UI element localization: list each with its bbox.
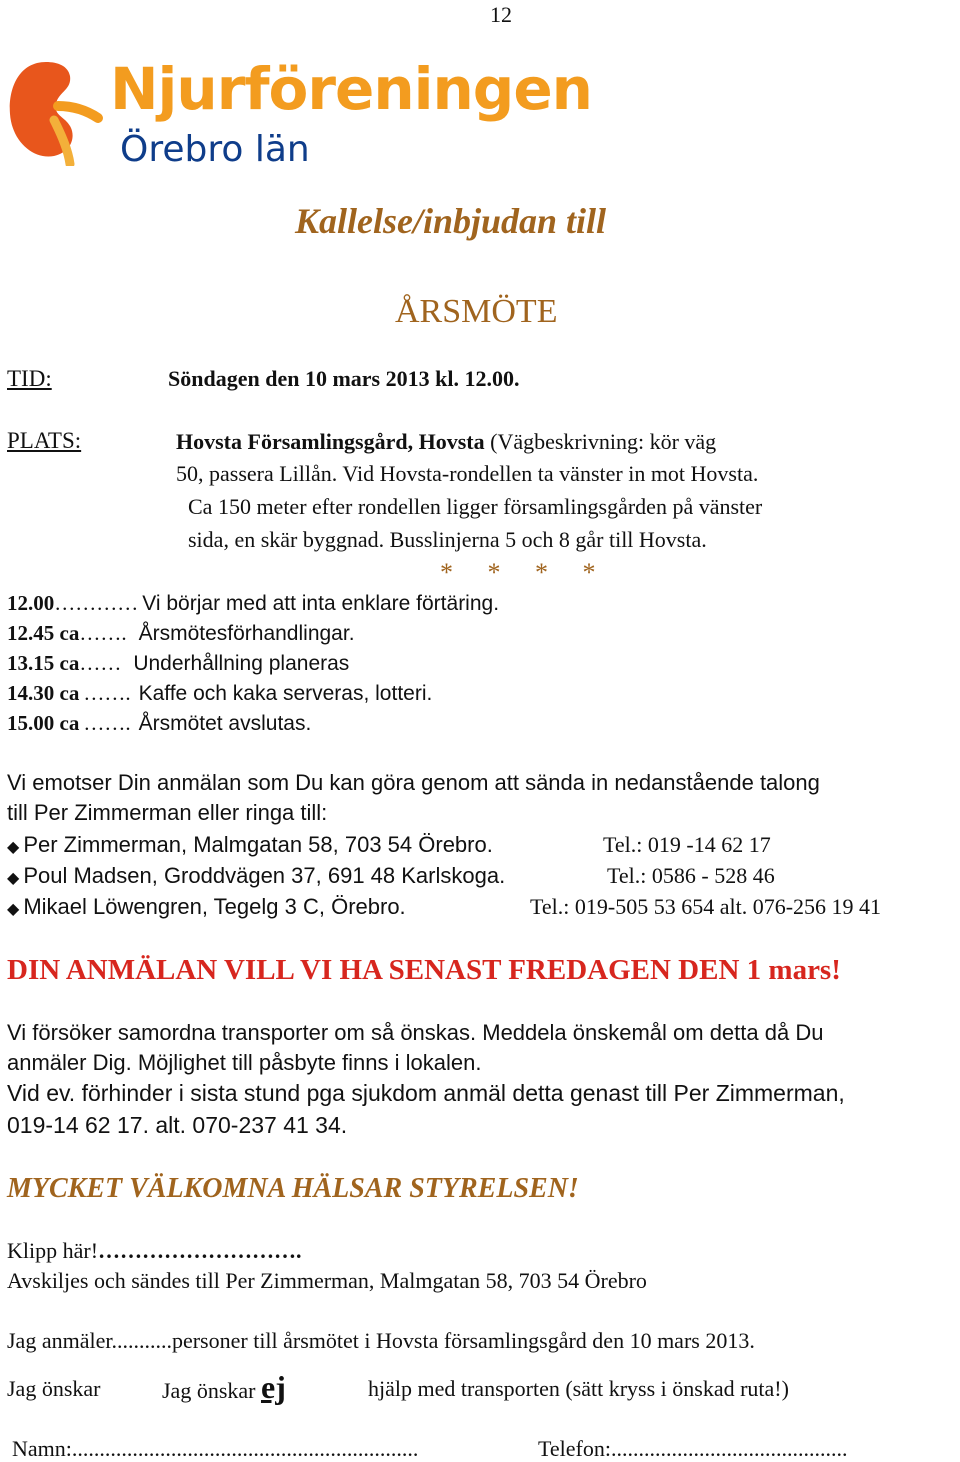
- transport-not-want-option[interactable]: [162, 1369, 286, 1406]
- transport-want-label[interactable]: Jag önskar: [7, 1376, 101, 1401]
- diamond-bullet-icon: ◆: [7, 839, 20, 856]
- schedule-time: 14.30 ca: [7, 681, 80, 705]
- kidney-icon: [6, 56, 106, 166]
- schedule-text: Kaffe och kaka serveras, lotteri.: [138, 682, 433, 705]
- place-label: PLATS:: [7, 428, 82, 453]
- place-line-1: [176, 429, 716, 455]
- schedule-row-4: [7, 681, 432, 706]
- place-line-3: Ca 150 meter efter rondellen ligger församlingsgården på vänster: [188, 494, 763, 519]
- schedule-row-5: [7, 711, 311, 736]
- contact-name: Mikael Löwengren, Tegelg 3 C, Örebro.: [23, 894, 406, 919]
- schedule-time: 12.45 ca: [7, 621, 80, 645]
- cut-line: [7, 1238, 302, 1264]
- schedule-dots: …….: [83, 681, 131, 705]
- schedule-time: 13.15 ca: [7, 651, 80, 675]
- contact-phone: Tel.: 019-505 53 654 alt. 076-256 19 41: [530, 894, 882, 919]
- schedule-row-3: [7, 651, 349, 676]
- contact-name: Poul Madsen, Groddvägen 37, 691 48 Karlskoga.: [23, 863, 506, 888]
- venue-name: Hovsta Församlingsgård, Hovsta: [176, 429, 485, 454]
- send-to-address: Avskiljes och sändes till Per Zimmerman, Malmgatan 58, 703 54 Örebro: [7, 1268, 647, 1293]
- schedule-dots: …………: [54, 591, 139, 615]
- phone-field[interactable]: Telefon:...........................................: [538, 1436, 848, 1461]
- transport-help-text: hjälp med transporten (sätt kryss i önskad ruta!): [368, 1376, 789, 1401]
- registration-line-2: till Per Zimmerman eller ringa till:: [7, 800, 328, 825]
- welcome-message: MYCKET VÄLKOMNA HÄLSAR STYRELSEN!: [7, 1173, 579, 1204]
- time-value: Söndagen den 10 mars 2013 kl. 12.00.: [168, 366, 520, 391]
- meeting-title: ÅRSMÖTE: [395, 293, 558, 330]
- diamond-bullet-icon: ◆: [7, 901, 20, 918]
- schedule-text: Årsmötet avslutas.: [138, 712, 312, 735]
- schedule-row-2: [7, 621, 355, 646]
- directions-start: (Vägbeskrivning: kör väg: [490, 429, 717, 454]
- transport-line-4: 019-14 62 17. alt. 070-237 41 34.: [7, 1112, 348, 1138]
- invitation-title: Kallelse/inbjudan till: [295, 201, 607, 241]
- schedule-time: 15.00 ca: [7, 711, 80, 735]
- name-field[interactable]: Namn:...............................................................: [12, 1436, 419, 1461]
- schedule-dots: …….: [79, 621, 127, 645]
- contact-row-1: [7, 832, 493, 858]
- register-line: Jag anmäler...........personer till årsmötet i Hovsta församlingsgård den 10 mars 2013.: [7, 1328, 755, 1353]
- diamond-bullet-icon: ◆: [7, 870, 20, 887]
- logo-region: Örebro län: [120, 129, 310, 170]
- page-number: 12: [490, 2, 512, 27]
- schedule-text: Årsmötesförhandlingar.: [138, 622, 355, 645]
- schedule-text: Underhållning planeras: [133, 652, 350, 675]
- time-label: TID:: [7, 366, 52, 391]
- separator-stars: * * * *: [440, 558, 610, 587]
- not-word: ej: [260, 1369, 286, 1405]
- transport-not-want-prefix: Jag önskar: [162, 1378, 256, 1403]
- transport-line-2: anmäler Dig. Möjlighet till påsbyte finns i lokalen.: [7, 1050, 482, 1075]
- transport-line-1: Vi försöker samordna transporter om så önskas. Meddela önskemål om detta då Du: [7, 1020, 824, 1045]
- contact-name: Per Zimmerman, Malmgatan 58, 703 54 Örebro.: [23, 832, 493, 857]
- schedule-row-1: [7, 591, 499, 616]
- cut-dots: ……………………….: [98, 1238, 302, 1263]
- schedule-dots: ……: [79, 651, 122, 675]
- contact-phone: Tel.: 019 -14 62 17: [603, 832, 771, 857]
- contact-phone: Tel.: 0586 - 528 46: [607, 863, 775, 888]
- place-line-4: sida, en skär byggnad. Busslinjerna 5 och 8 går till Hovsta.: [188, 527, 707, 552]
- contact-row-2: [7, 863, 505, 889]
- registration-line-1: Vi emotser Din anmälan som Du kan göra genom att sända in nedanstående talong: [7, 770, 820, 795]
- contact-row-3: [7, 894, 406, 920]
- schedule-time: 12.00: [7, 591, 55, 615]
- schedule-dots: …….: [83, 711, 131, 735]
- deadline-notice: DIN ANMÄLAN VILL VI HA SENAST FREDAGEN DEN 1 mars!: [7, 954, 841, 986]
- logo-name: Njurföreningen: [110, 55, 592, 123]
- schedule-text: Vi börjar med att inta enklare förtäring.: [142, 592, 500, 615]
- transport-line-3: Vid ev. förhinder i sista stund pga sjukdom anmäl detta genast till Per Zimmerman,: [7, 1080, 845, 1106]
- place-line-2: 50, passera Lillån. Vid Hovsta-rondellen ta vänster in mot Hovsta.: [176, 461, 759, 486]
- cut-label: Klipp här!: [7, 1238, 99, 1263]
